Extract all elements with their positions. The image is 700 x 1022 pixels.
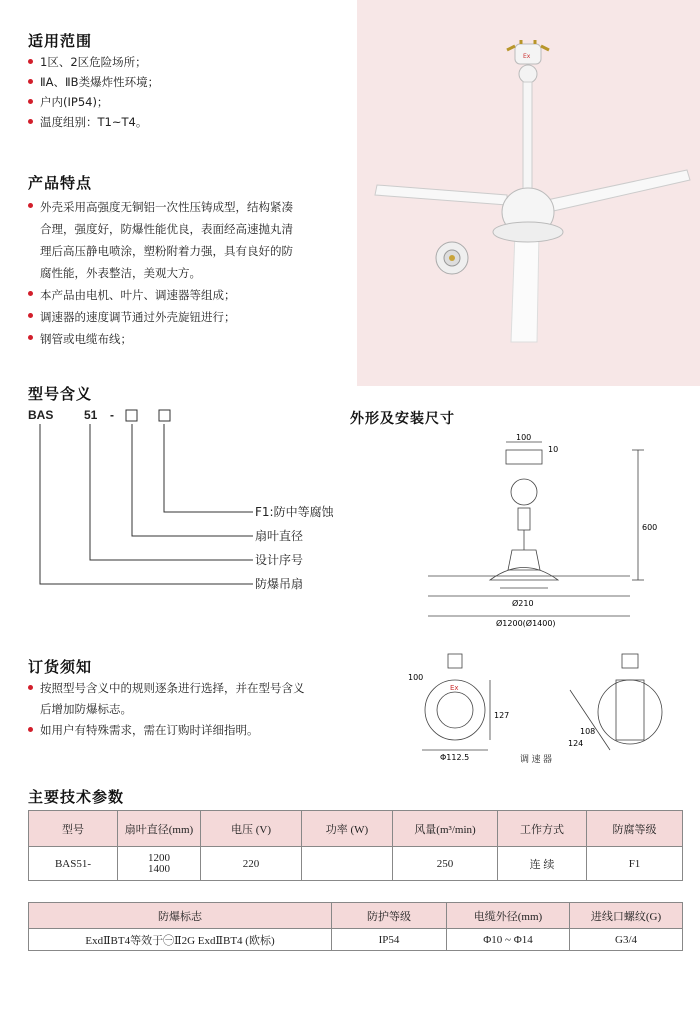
table-header: 防护等级 [332,903,447,929]
table-cell [302,847,393,881]
table-row [29,847,683,881]
model-dash: - [110,408,114,422]
table-header: 风量(m³/min) [393,811,498,847]
list-item: 按照型号含义中的规则逐条进行选择，并在型号含义后增加防爆标志。 [28,678,308,720]
specs-title: 主要技术参数 [28,788,125,806]
ceiling-fan-photo [357,0,700,386]
dim-210: Ø210 [512,599,534,608]
list-item: 户内(IP54)； [28,92,348,112]
svg-text:Ex: Ex [523,53,531,60]
features-list [28,196,300,350]
table-cell: Φ10 ~ Φ14 [447,929,570,951]
dim-1200: Ø1200(Ø1400) [496,619,556,628]
table-header: 扇叶直径(mm) [118,811,201,847]
table-header: 防爆标志 [29,903,332,929]
scope-list [28,52,348,132]
table-header: 功率 (W) [302,811,393,847]
table-header: 电压 (V) [201,811,302,847]
features-title: 产品特点 [28,174,93,192]
list-item: 本产品由电机、叶片、调速器等组成； [28,284,300,306]
table-header-row [29,903,683,929]
table-header: 型号 [29,811,118,847]
table-header: 进线口螺纹(G) [570,903,683,929]
dims-title: 外形及安装尺寸 [350,411,455,427]
order-title: 订货须知 [28,658,93,676]
table-cell: 250 [393,847,498,881]
table-cell: IP54 [332,929,447,951]
table-header: 工作方式 [498,811,587,847]
list-item: 温度组别：T1~T4。 [28,112,348,132]
table-cell: BAS51- [29,847,118,881]
list-item: 钢管或电缆布线； [28,328,300,350]
table-cell: 220 [201,847,302,881]
model-title: 型号含义 [28,385,93,403]
model-code-51: 51 [84,408,98,422]
model-label-f1: F1:防中等腐蚀 [255,505,334,519]
model-label-fan: 防爆吊扇 [255,577,304,591]
model-label-design: 设计序号 [255,553,304,567]
table-cell: ExdⅡBT4等效于㊀Ⅱ2G ExdⅡBT4 (欧标) [29,929,332,951]
model-code-bas: BAS [28,408,54,422]
reg-dim-127: 127 [494,711,510,720]
specs-table [28,810,683,881]
reg-dim-112: Φ112.5 [440,753,470,762]
table-header-row [29,811,683,847]
table-header: 防腐等级 [587,811,683,847]
table-cell: 连 续 [498,847,587,881]
list-item: 外壳采用高强度无铜铝一次性压铸成型，结构紧凑合理，强度好，防爆性能优良，表面经高速抛丸清理后高压静电喷涂，塑粉附着力强，具有良好的防腐性能，外表整洁，美观大方。 [28,196,300,284]
order-list [28,678,308,741]
list-item: 调速器的速度调节通过外壳旋钮进行； [28,306,300,328]
list-item: ⅡA、ⅡB类爆炸性环境； [28,72,348,92]
table-cell: G3/4 [570,929,683,951]
table-row [29,929,683,951]
regulator-ex: Ex [450,684,459,692]
product-photo-area [357,0,700,386]
specs-table-2 [28,902,683,951]
regulator-drawing [400,650,690,765]
table-header: 电缆外径(mm) [447,903,570,929]
table-cell: F1 [587,847,683,881]
model-label-diameter: 扇叶直径 [255,529,304,543]
scope-title: 适用范围 [28,32,93,50]
dim-10: 10 [548,445,559,454]
reg-dim-100: 100 [408,673,424,682]
fan-dimension-drawing [420,430,690,630]
dim-600: 600 [642,523,658,532]
reg-dim-124: 124 [568,739,584,748]
dim-100: 100 [516,433,532,442]
reg-dim-108: 108 [580,727,596,736]
model-diagram-lines [28,404,358,600]
regulator-caption: 调 速 器 [520,754,553,764]
list-item: 1区、2区危险场所； [28,52,348,72]
table-cell: 1200 1400 [118,847,201,881]
list-item: 如用户有特殊需求，需在订购时详细指明。 [28,720,308,741]
